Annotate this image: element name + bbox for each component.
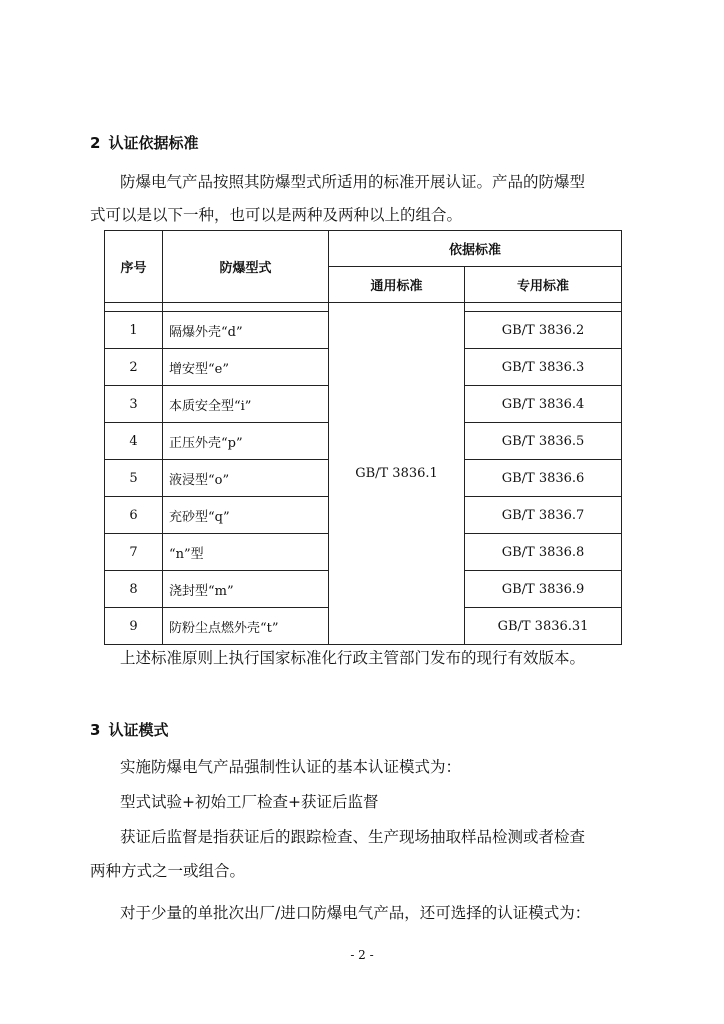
section-3-number: 3: [90, 721, 101, 739]
row-index: 1: [105, 312, 163, 349]
row-standard: GB/T 3836.2: [465, 312, 622, 349]
row-type: 正压外壳“p”: [163, 423, 329, 460]
row-standard: GB/T 3836.4: [465, 386, 622, 423]
row-standard: GB/T 3836.7: [465, 497, 622, 534]
spacer-cell: [163, 303, 329, 312]
row-index: 7: [105, 534, 163, 571]
row-type: 增安型“e”: [163, 349, 329, 386]
spacer-cell: [465, 303, 622, 312]
row-index: 2: [105, 349, 163, 386]
section-3-paragraph-1: 实施防爆电气产品强制性认证的基本认证模式为：: [120, 758, 462, 776]
row-type: 充砂型“q”: [163, 497, 329, 534]
row-standard: GB/T 3836.31: [465, 608, 622, 645]
section-2-closing-paragraph: 上述标准原则上执行国家标准化行政主管部门发布的现行有效版本。: [120, 649, 586, 667]
row-type: 浇封型“m”: [163, 571, 329, 608]
row-standard: GB/T 3836.5: [465, 423, 622, 460]
header-explosion-type: 防爆型式: [163, 231, 329, 303]
header-special-standard: 专用标准: [465, 267, 622, 303]
section-3-paragraph-4: 对于少量的单批次出厂/进口防爆电气产品，还可选择的认证模式为：: [120, 904, 591, 922]
section-2-heading: [90, 133, 198, 153]
page-number: - 2 -: [350, 948, 374, 962]
header-basis-standard: 依据标准: [329, 231, 622, 267]
row-standard: GB/T 3836.3: [465, 349, 622, 386]
standards-table: [104, 230, 622, 645]
row-type: “n”型: [163, 534, 329, 571]
header-index: 序号: [105, 231, 163, 303]
row-index: 9: [105, 608, 163, 645]
section-3-heading: [90, 720, 168, 740]
row-standard: GB/T 3836.6: [465, 460, 622, 497]
section-3-title: 认证模式: [108, 721, 169, 739]
section-3-paragraph-3-line-1: 获证后监督是指获证后的跟踪检查、生产现场抽取样品检测或者检查: [120, 828, 586, 846]
row-type: 本质安全型“i”: [163, 386, 329, 423]
section-2-title: 认证依据标准: [108, 134, 199, 152]
row-index: 4: [105, 423, 163, 460]
row-index: 3: [105, 386, 163, 423]
spacer-cell: [105, 303, 163, 312]
row-index: 5: [105, 460, 163, 497]
section-2-paragraph-line-1: 防爆电气产品按照其防爆型式所适用的标准开展认证。产品的防爆型: [120, 173, 586, 191]
row-standard: GB/T 3836.9: [465, 571, 622, 608]
section-3-paragraph-2: 型式试验+初始工厂检查+获证后监督: [120, 793, 379, 811]
section-2-paragraph-line-2: 式可以是以下一种，也可以是两种及两种以上的组合。: [90, 206, 463, 224]
section-2-number: 2: [90, 134, 101, 152]
row-index: 6: [105, 497, 163, 534]
general-standard-cell: GB/T 3836.1: [329, 303, 465, 645]
row-type: 隔爆外壳“d”: [163, 312, 329, 349]
section-3-paragraph-3-line-2: 两种方式之一或组合。: [90, 862, 246, 880]
header-general-standard: 通用标准: [329, 267, 465, 303]
row-standard: GB/T 3836.8: [465, 534, 622, 571]
row-type: 防粉尘点燃外壳“t”: [163, 608, 329, 645]
row-type: 液浸型“o”: [163, 460, 329, 497]
row-index: 8: [105, 571, 163, 608]
